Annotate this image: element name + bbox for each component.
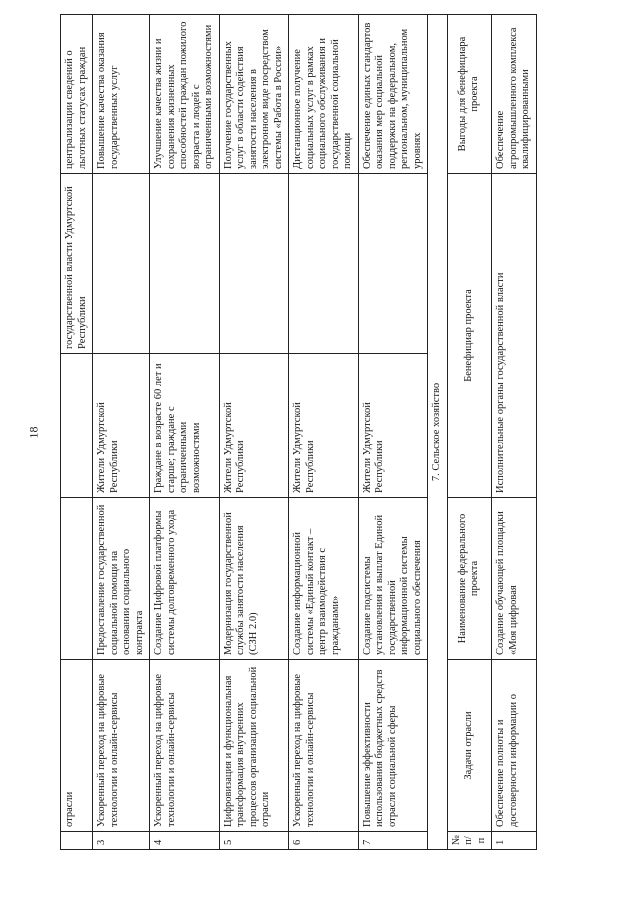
table-row (492, 15, 537, 850)
cell-benefits: централизации сведений о льготных статусах граждан (61, 15, 93, 174)
cell-project: Предоставление государственной социальной помощи на основании социального контракта (93, 498, 150, 660)
section-row (428, 15, 448, 850)
cell-benefits: Получение государственных услуг в области содействия занятости населения в электронном виде посредством системы «Работа в России» (219, 15, 289, 174)
cell-project: Создание подсистемы установления и выплат Единой государственной информационной системы социального обеспечения (358, 498, 428, 660)
header-benefits: Выгоды для бенефициара проекта (447, 15, 492, 174)
cell-num: 4 (150, 832, 220, 850)
cell-num: 3 (93, 832, 150, 850)
cell-task: Цифровизация и функциональная трансформация внутренних процессов организации социальной отрасли (219, 660, 289, 832)
header-num: № п/п (447, 832, 492, 850)
cell-num: 7 (358, 832, 428, 850)
table-row (93, 15, 150, 850)
cell-num: 6 (289, 832, 359, 850)
cell-benefits: Обеспечение агропромышленного комплекса квалифицированными (492, 15, 537, 174)
cell-project: Создание информационной системы «Единый контакт – центр взаимодействия с гражданами» (289, 498, 359, 660)
cell-project: Модернизация государственной службы занятости населения (СЗН 2.0) (219, 498, 289, 660)
table-row (150, 15, 220, 850)
cell-project: Создание Цифровой платформы системы долговременного ухода (150, 498, 220, 660)
cell-task: Ускоренный переход на цифровые технологии и онлайн-сервисы (289, 660, 359, 832)
section-title: 7. Сельское хозяйство (428, 15, 448, 850)
table-row (289, 15, 359, 850)
cell-task: Повышение эффективности использования бюджетных средств отрасли социальной сферы (358, 660, 428, 832)
cell-beneficiary (93, 174, 150, 354)
cell-task: Ускоренный переход на цифровые технологии и онлайн-сервисы (93, 660, 150, 832)
cell-beneficiary (219, 174, 289, 354)
cell-target: Жители Удмуртской Республики (93, 354, 150, 498)
table-row (358, 15, 428, 850)
projects-table (60, 14, 537, 850)
cell-benefits: Обеспечение единых стандартов оказания мер социальной поддержки на федеральном, региональном, муниципальном уровнях (358, 15, 428, 174)
cell-target: Граждане в возрасте 60 лет и старше; граждане с ограниченными возможностями (150, 354, 220, 498)
cell-project (61, 498, 93, 660)
rotated-page-content (60, 15, 537, 850)
cell-benefits: Повышение качества оказания государственных услуг (93, 15, 150, 174)
cell-project: Создание обучающей площадки «Моя цифровая (492, 498, 537, 660)
cell-beneficiary: Исполнительные органы государственной власти (492, 174, 537, 498)
cell-beneficiary (150, 174, 220, 354)
cell-benefits: Дистанционное получение социальных услуг в рамках социального обслуживания и государственной социальной помощи (289, 15, 359, 174)
table-row (219, 15, 289, 850)
cell-num: 1 (492, 832, 537, 850)
cell-benefits: Улучшение качества жизни и сохранения жизненных способностей граждан пожилого возраста и людей с ограниченными возможностями (150, 15, 220, 174)
cell-task: Обеспечение полноты и достоверности информации о (492, 660, 537, 832)
page-number: 18 (26, 426, 41, 439)
header-project: Наименование федерального проекта (447, 498, 492, 660)
cell-target (61, 354, 93, 498)
header-beneficiary: Бенефициар проекта (447, 174, 492, 498)
header-task: Задачи отрасли (447, 660, 492, 832)
cell-num: 5 (219, 832, 289, 850)
header-row (447, 15, 492, 850)
cell-target: Жители Удмуртской Республики (289, 354, 359, 498)
cell-task: отрасли (61, 660, 93, 832)
cell-task: Ускоренный переход на цифровые технологии и онлайн-сервисы (150, 660, 220, 832)
cell-beneficiary: государственной власти Удмуртской Республики (61, 174, 93, 354)
table-row (61, 15, 93, 850)
cell-target: Жители Удмуртской Республики (219, 354, 289, 498)
cell-num (61, 832, 93, 850)
cell-beneficiary (358, 174, 428, 354)
cell-beneficiary (289, 174, 359, 354)
cell-target: Жители Удмуртской Республики (358, 354, 428, 498)
